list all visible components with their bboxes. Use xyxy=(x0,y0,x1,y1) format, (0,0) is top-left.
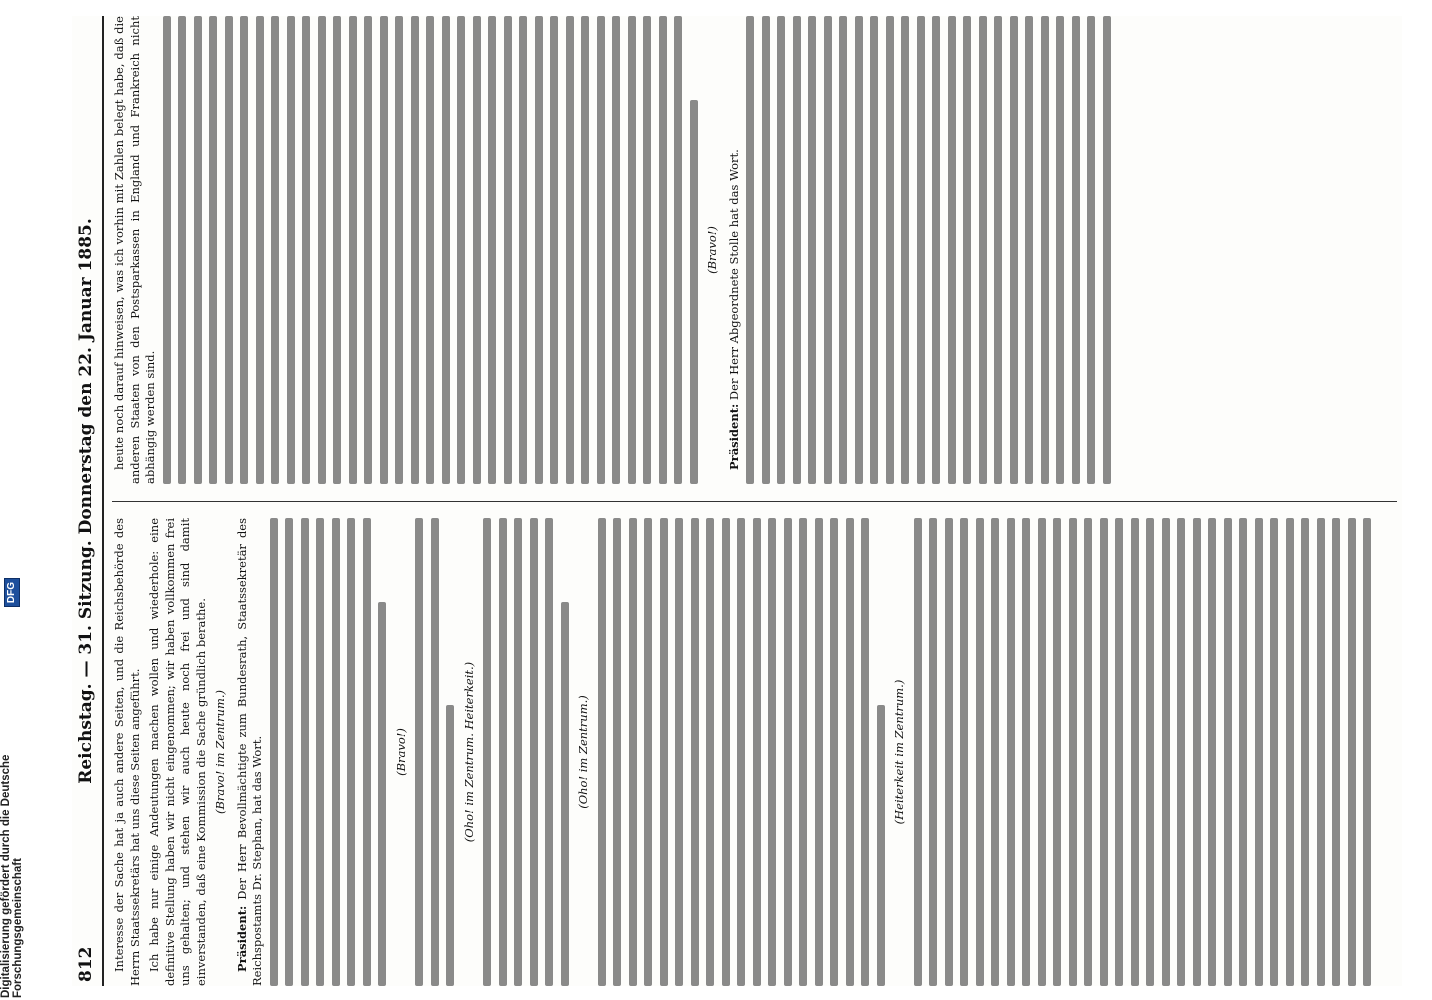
text-lines-block xyxy=(746,16,1111,484)
paragraph: Interesse der Sache hat ja auch andere Seiten, und die Reichsbehörde des Herrn Staatssekretärs hat uns diese Seiten angeführt. xyxy=(112,518,142,986)
speaker-name: Präsident: xyxy=(234,905,249,972)
document-page xyxy=(72,16,1402,986)
left-column xyxy=(112,518,1397,986)
speaker-text: Der Herr Abgeordnete Stolle hat das Wort. xyxy=(726,149,741,401)
column-divider xyxy=(112,501,1397,502)
page-title: Reichstag. — 31. Sitzung. Donnerstag den 22. Januar 1885. xyxy=(76,218,96,784)
attribution-text: Digitalisierung gefördert durch die Deutsche Forschungsgemeinschaft xyxy=(0,754,24,998)
attribution-strip xyxy=(2,578,22,998)
interjection: (Bravo!) xyxy=(705,226,719,274)
text-lines-block xyxy=(163,16,698,484)
page-number: 812 xyxy=(76,946,96,982)
text-lines-block xyxy=(914,518,1372,986)
interjection: (Heiterkeit im Zentrum.) xyxy=(892,679,906,825)
interjection: (Bravo!) xyxy=(393,728,408,776)
speaker-paragraph xyxy=(727,16,743,484)
text-lines-block xyxy=(598,518,885,986)
interjection: (Oho! im Zentrum.) xyxy=(576,695,590,809)
interjection: (Oho! im Zentrum. Heiterkeit.) xyxy=(461,661,476,843)
text-lines-block xyxy=(483,518,569,986)
speaker-text: Der Herr Bevollmächtigte zum Bundesrath, Staatssekretär des Reichspostamts Dr. Stephan, hat das Wort. xyxy=(234,518,264,986)
speaker-name: Präsident: xyxy=(726,403,741,470)
page-header xyxy=(72,16,104,986)
paragraph: Ich habe nur einige Andeutungen machen wollen und wiederhole: eine definitive Stellung haben wir nicht eingenommen; wir haben vollkommen frei uns gehalten; und stehen wir auch heute noch frei und sind damit einverstanden, daß eine Kommission die Sache gründlich berathe. xyxy=(147,518,208,986)
text-lines-block xyxy=(415,518,454,986)
right-column xyxy=(112,16,1397,484)
dfg-logo: DFG xyxy=(4,578,20,607)
text-lines-block xyxy=(270,518,387,986)
paragraph: heute noch darauf hinweisen, was ich vorhin mit Zahlen belegt habe, daß die anderen Staaten von den Postsparkassen in England und Frankreich nicht abhängig werden sind. xyxy=(112,16,157,484)
interjection: (Bravo! im Zentrum.) xyxy=(213,690,227,815)
speaker-paragraph xyxy=(235,518,266,986)
